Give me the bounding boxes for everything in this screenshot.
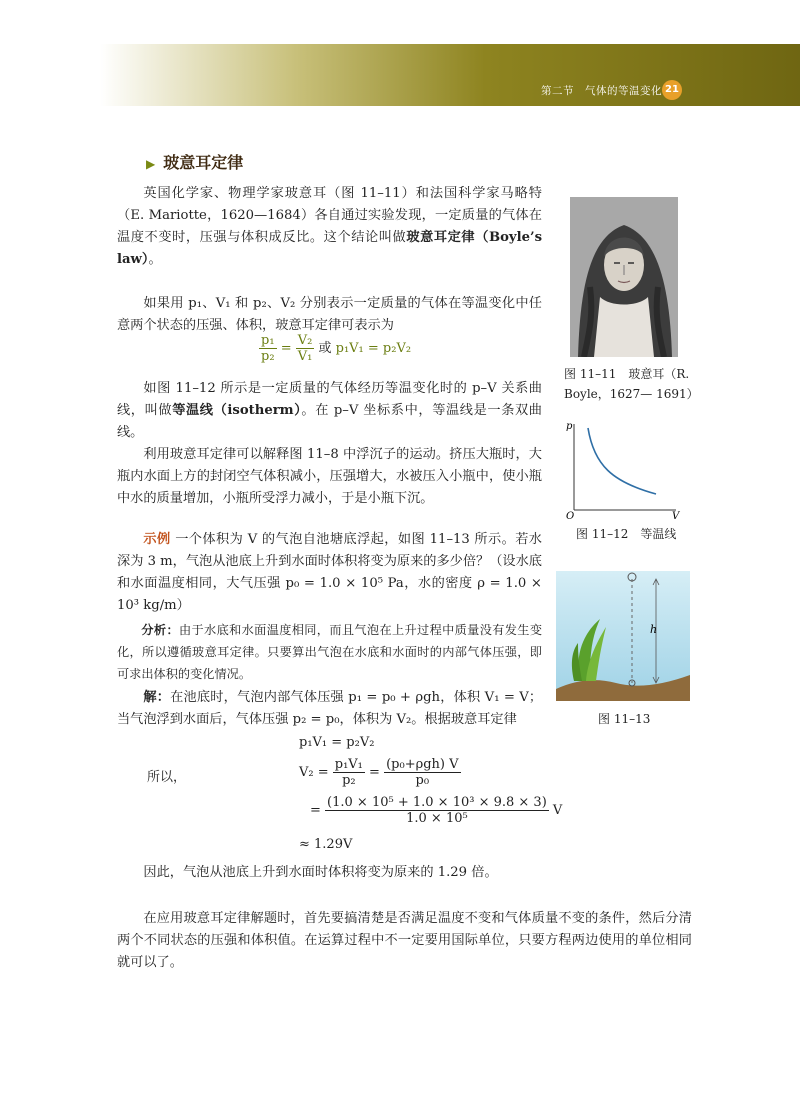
v2-numeric: = $\frac{\text{(1.0 × 10⁵ + 1.0 × 10³ × 9.8 × 3)}}{\text{1.0 × 10⁵}}$ V <box>310 795 563 826</box>
paragraph-4: 利用玻意耳定律可以解释图 11–8 中浮沉子的运动。挤压大瓶时，大瓶内水面上方的封闭空气体积减小，压强增大，水被压入小瓶中，使小瓶中水的质量增加，小瓶所受浮力减小，于是小瓶下沉。 <box>117 447 542 506</box>
fig12-caption: 图 11–12 等温线 <box>576 527 677 541</box>
solution-paragraph: 解：在池底时，气泡内部气体压强 p₁ = p₀ + ρgh，体积 V₁ = V；当气泡浮到水面后，气体压强 p₂ = p₀，体积为 V₂。根据玻意耳定律 <box>117 690 543 727</box>
solution-label: 解： <box>143 690 171 705</box>
paragraph-3: 如图 11–12 所示是一定质量的气体经历等温变化时的 p–V 关系曲线，叫做等温线（isotherm）。在 p–V 坐标系中，等温线是一条双曲线。 <box>117 381 542 440</box>
boyle-law-term: 玻意耳定律 <box>406 230 476 245</box>
origin-label: O <box>566 511 575 520</box>
fraction-p1-p2: $\frac{\text{p₁}}{\text{p₂}}$ <box>261 333 275 364</box>
isotherm-term: 等温线（isotherm） <box>172 403 302 418</box>
v2-derivation: V₂ = $\frac{\text{p₁V₁}}{\text{p₂}}$ = $\frac{\text{(p₀+ρgh) V}}{\text{p₀}}$ <box>299 757 459 788</box>
triangle-bullet-icon: ▶ <box>146 157 156 171</box>
example-label: 示例 <box>143 532 171 547</box>
conclusion: 因此，气泡从池底上升到水面时体积将变为原来的 1.29 倍。 <box>143 865 498 880</box>
isotherm-graph <box>564 420 682 520</box>
intro-text: 英国化学家、物理学家玻意耳（图 11–11）和法国科学家马略特（E. Mariotte，1620—1684）各自通过实验发现，一定质量的气体在温度不变时，压强与体积成反比。这个结论叫做 <box>117 186 542 245</box>
fig11-caption: 图 11–11 玻意耳（R. Boyle，1627— 1691） <box>564 367 699 401</box>
formula-product: p₁V₁ = p₂V₂ <box>335 341 412 356</box>
page-number-badge: 21 <box>662 80 682 100</box>
section-title-text: 玻意耳定律 <box>163 153 244 172</box>
formula-or: 或 <box>318 341 332 356</box>
boyle-portrait <box>570 197 678 357</box>
axis-v-label: V <box>672 511 680 520</box>
header-section-title: 第二节 气体的等温变化 <box>541 85 662 97</box>
depth-h-label: h <box>650 623 658 636</box>
boyle-law-term-en: （Boyle’s law） <box>117 230 543 267</box>
closing-paragraph: 在应用玻意耳定律解题时，首先要搞清楚是否满足温度不变和气体质量不变的条件，然后分清两个不同状态的压强和体积值。在运算过程中不一定要用国际单位，只要方程两边使用的单位相同就可以了。 <box>117 911 692 970</box>
fig13-caption: 图 11–13 <box>598 712 651 726</box>
boyle-portrait-drawing <box>570 197 678 357</box>
example-paragraph: 示例 一个体积为 V 的气泡自池塘底浮起，如图 11–13 所示。若水深为 3 m，气泡从池底上升到水面时体积将变为原来的多少倍？（设水底和水面温度相同，大气压强 p₀ = 1.0 × 10⁵ Pa，水的密度 ρ = 1.0 × 10³ kg/m） <box>117 532 542 613</box>
header-band <box>100 44 800 106</box>
axis-p-label: p <box>566 421 573 432</box>
analysis-paragraph: 分析：由于水底和水面温度相同，而且气泡在上升过程中质量没有发生变化，所以遵循玻意耳定律。只要算出气泡在水底和水面时的内部气体压强，即可求出体积的变化情况。 <box>117 623 543 681</box>
section-title <box>146 150 243 173</box>
isotherm-curve <box>588 428 656 494</box>
boyle-law-formula: $\frac{\text{p₁}}{\text{p₂}}$ = $\frac{\text{V₂}}{\text{V₁}}$ 或 p₁V₁ = p₂V₂ <box>261 333 412 364</box>
intro-end: 。 <box>148 252 162 267</box>
fraction-v2-v1: $\frac{\text{V₂}}{\text{V₁}}$ <box>297 333 313 364</box>
equation-boyle: p₁V₁ = p₂V₂ <box>299 735 375 750</box>
paragraph-2: 如果用 p₁、V₁ 和 p₂、V₂ 分别表示一定质量的气体在等温变化中任意两个状态的压强、体积，玻意耳定律可表示为 <box>117 296 542 333</box>
so-label: 所以， <box>147 770 187 785</box>
pond-scene <box>556 571 690 701</box>
intro-paragraph <box>117 183 542 271</box>
approx-result: ≈ 1.29V <box>299 837 353 852</box>
analysis-label: 分析： <box>141 623 179 637</box>
